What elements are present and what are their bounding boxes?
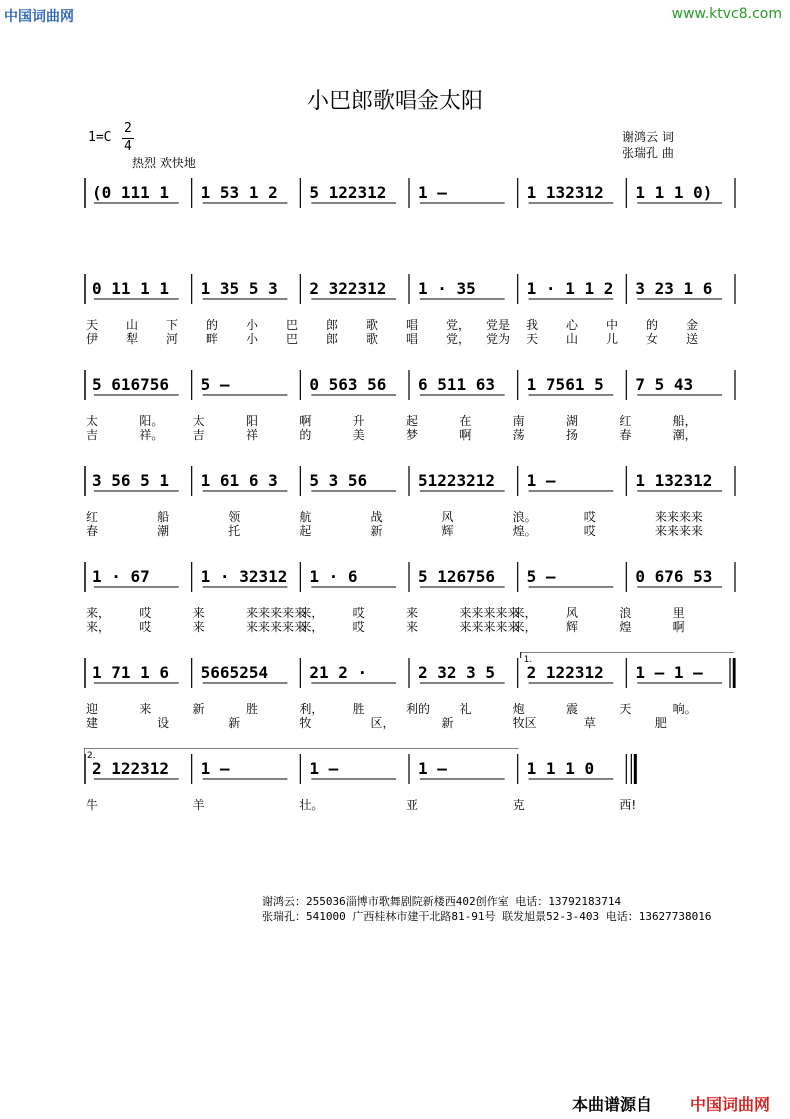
lyric-syllable: 航 (299, 510, 312, 524)
lyric-syllable: 来， (299, 606, 324, 620)
measure-notes: 0 563 56 (309, 375, 387, 394)
lyric-syllable: 响。 (672, 702, 697, 716)
lyric-syllable: 阳 (246, 414, 259, 428)
measure-notes: 1 61 6 3 (200, 471, 278, 490)
notation-svg (84, 172, 736, 212)
lyric-syllable: 新 (370, 524, 383, 538)
lyric-syllable: 中 (606, 318, 619, 332)
source-site: 中国词曲网 (690, 1095, 771, 1114)
measure-notes: 7 5 43 (635, 375, 694, 394)
score-row-5 (84, 556, 736, 596)
measure-notes: 1 – (526, 471, 556, 490)
measure-notes: 0 11 1 1 (92, 279, 170, 298)
measure-notes: 3 23 1 6 (635, 279, 713, 298)
lyric-syllable: 设 (157, 716, 170, 730)
watermark-site-name: 中国词曲网 (4, 9, 74, 25)
measure-notes: 0 676 53 (635, 567, 713, 586)
lyric-syllable: 党， (446, 318, 471, 332)
lyric-syllable: 哎 (139, 620, 152, 634)
measure-notes: 2 322312 (309, 279, 387, 298)
lyric-syllable: 区， (370, 716, 395, 730)
measure-notes: 1 · 1 1 2 (526, 279, 614, 298)
lyrics-row-7-verse-1 (84, 796, 736, 812)
lyric-syllable: 心 (566, 318, 579, 332)
notation-svg (84, 460, 736, 500)
lyrics-row-5-verse-2 (84, 618, 736, 634)
lyric-syllable: 南 (512, 414, 525, 428)
lyric-syllable: 巴 (286, 318, 299, 332)
lyric-syllable: 来， (86, 620, 111, 634)
lyric-syllable: 船， (672, 414, 697, 428)
lyric-syllable: 辉 (566, 620, 579, 634)
volta-number: 2. (87, 751, 96, 761)
lyric-syllable: 祥 (246, 428, 259, 442)
lyric-syllable: 来， (512, 620, 537, 634)
measure-notes: 21 2 · (309, 663, 368, 682)
lyric-syllable: 克 (512, 798, 525, 812)
lyric-syllable: 来， (299, 620, 324, 634)
measure-notes: 1 – 1 – (635, 663, 703, 682)
measure-notes: 1 71 1 6 (92, 663, 170, 682)
measure-notes: 1 53 1 2 (200, 183, 278, 202)
lyric-syllable: 来， (512, 606, 537, 620)
lyric-syllable: 船 (157, 510, 170, 524)
notation-svg (84, 556, 736, 596)
lyric-syllable: 浪 (619, 606, 632, 620)
source-label: 本曲谱源自 (572, 1095, 653, 1114)
lyric-syllable: 歌 (366, 332, 379, 346)
lyric-syllable: 送 (686, 332, 699, 346)
lyric-syllable: 风 (441, 510, 454, 524)
lyric-syllable: 来 (139, 702, 152, 716)
lyric-syllable: 潮 (157, 524, 170, 538)
measure-notes: 5 – (526, 567, 556, 586)
lyric-syllable: 巴 (286, 332, 299, 346)
lyric-syllable: 天 (86, 318, 99, 332)
lyric-syllable: 太 (192, 414, 205, 428)
measure-notes: 1 – (418, 759, 447, 778)
lyric-syllable: 壮。 (299, 798, 324, 812)
lyric-syllable: 小 (246, 318, 259, 332)
lyric-syllable: 新 (441, 716, 454, 730)
lyric-syllable: 山 (566, 332, 579, 346)
lyrics-row-4-verse-2 (84, 522, 736, 538)
watermark-url: www.ktvc8.com (671, 6, 782, 22)
notation-svg (84, 268, 736, 308)
lyric-syllable: 来来来来 (654, 524, 703, 538)
lyric-syllable: 郎 (326, 318, 339, 332)
notation-svg (84, 748, 736, 788)
lyric-syllable: 吉 (86, 428, 99, 442)
lyric-syllable: 肥 (654, 716, 667, 730)
lyric-syllable: 煌 (619, 620, 632, 634)
lyric-syllable: 胜 (246, 702, 259, 716)
lyric-syllable: 祥。 (139, 428, 164, 442)
lyric-syllable: 升 (352, 414, 365, 428)
lyric-syllable: 小 (246, 332, 259, 346)
lyric-syllable: 荡 (512, 428, 525, 442)
lyric-syllable: 我 (526, 318, 539, 332)
lyrics-row-6-verse-2 (84, 714, 736, 730)
lyric-syllable: 来， (86, 606, 111, 620)
volta-bracket (521, 652, 734, 658)
lyric-syllable: 哎 (139, 606, 152, 620)
volta-number: 1. (523, 655, 533, 665)
score-row-2 (84, 268, 736, 308)
lyric-syllable: 唱 (406, 318, 419, 332)
lyric-syllable: 金 (686, 318, 699, 332)
measure-notes: 2 32 3 5 (418, 663, 496, 682)
lyric-syllable: 唱 (406, 332, 419, 346)
lyric-syllable: 党为 (486, 332, 511, 346)
lyric-syllable: 伊 (86, 332, 99, 346)
lyric-syllable: 的 (206, 318, 219, 332)
measure-notes: 1 1 1 0 (526, 759, 595, 778)
lyric-syllable: 党是 (486, 318, 511, 332)
lyric-syllable: 吉 (192, 428, 205, 442)
lyric-syllable: 的 (299, 428, 312, 442)
lyric-syllable: 啊 (299, 414, 312, 428)
lyric-syllable: 里 (672, 606, 685, 620)
volta-bracket (84, 748, 519, 754)
lyric-syllable: 哎 (583, 524, 596, 538)
measure-notes: 1 35 5 3 (200, 279, 278, 298)
lyrics-row-2-verse-2 (84, 330, 736, 346)
lyric-syllable: 犁 (126, 332, 139, 346)
lyric-syllable: 起 (406, 414, 419, 428)
measure-notes: 2 122312 (92, 759, 170, 778)
lyric-syllable: 畔 (206, 332, 219, 346)
lyric-syllable: 哎 (352, 620, 365, 634)
lyric-syllable: 春 (619, 428, 632, 442)
measure-notes: 1 · 6 (309, 567, 358, 586)
lyric-syllable: 太 (86, 414, 99, 428)
lyric-syllable: 哎 (352, 606, 365, 620)
lyric-syllable: 在 (459, 414, 472, 428)
measure-notes: 1 132312 (635, 471, 713, 490)
score-row-6 (84, 652, 736, 692)
lyric-syllable: 湖 (566, 414, 579, 428)
time-signature-bottom: 4 (124, 139, 132, 154)
lyric-syllable: 哎 (583, 510, 596, 524)
lyric-syllable: 红 (86, 510, 99, 524)
lyric-syllable: 郎 (326, 332, 339, 346)
lyric-syllable: 来 (406, 606, 419, 620)
lyric-syllable: 女 (646, 332, 659, 346)
lyric-syllable: 梦 (406, 428, 419, 442)
measure-notes: 1 – (309, 759, 339, 778)
lyric-syllable: 托 (228, 524, 241, 538)
measure-notes: 1 – (200, 759, 230, 778)
lyrics-row-3-verse-2 (84, 426, 736, 442)
lyric-syllable: 春 (86, 524, 99, 538)
composer-credit: 张瑞孔 曲 (622, 146, 674, 160)
lyric-syllable: 扬 (566, 428, 579, 442)
tempo-marking: 热烈 欢快地 (132, 156, 196, 170)
lyric-syllable: 河 (166, 332, 179, 346)
lyric-syllable: 党， (446, 332, 471, 346)
measure-notes: 1 · 67 (92, 567, 150, 586)
measure-notes: 5 126756 (418, 567, 496, 586)
notation-svg (84, 652, 736, 692)
measure-notes: 5 – (200, 375, 230, 394)
lyric-syllable: 山 (126, 318, 139, 332)
lyric-syllable: 胜 (352, 702, 365, 716)
measure-notes: 5 122312 (309, 183, 387, 202)
measure-notes: (0 111 1 (92, 183, 170, 202)
lyric-syllable: 西! (619, 798, 637, 812)
footer-contact-composer: 张瑞孔：541000 广西桂林市建干北路81-91号 联发旭景52-3-403 电话：13627738016 (262, 910, 712, 923)
lyric-syllable: 的 (646, 318, 659, 332)
lyric-syllable: 起 (299, 524, 312, 538)
lyric-syllable: 风 (566, 606, 579, 620)
lyric-syllable: 牧区 (512, 716, 537, 730)
measure-notes: 5 616756 (92, 375, 170, 394)
lyric-syllable: 潮， (672, 428, 697, 442)
lyric-syllable: 浪。 (512, 510, 537, 524)
key-signature: 1=C (88, 130, 112, 145)
lyric-syllable: 儿 (606, 332, 619, 346)
footer-contact-lyricist: 谢鸿云：255036淄博市歌舞剧院新楼西402创作室 电话：13792183714 (262, 895, 622, 908)
measure-notes: 1 · 32312 (200, 567, 288, 586)
score-row-3 (84, 364, 736, 404)
lyric-syllable: 来来来来来 (246, 606, 307, 620)
measure-notes: 3 56 5 1 (92, 471, 170, 490)
lyric-syllable: 啊 (459, 428, 472, 442)
lyric-syllable: 新 (228, 716, 241, 730)
lyric-syllable: 炮 (512, 702, 525, 716)
measure-notes: 6 511 63 (418, 375, 496, 394)
lyric-syllable: 来 (406, 620, 419, 634)
lyric-syllable: 天 (619, 702, 632, 716)
lyric-syllable: 美 (352, 428, 365, 442)
score-row-7 (84, 748, 736, 788)
lyric-syllable: 牧 (299, 716, 312, 730)
lyric-syllable: 牛 (86, 798, 99, 812)
lyric-syllable: 啊 (672, 620, 685, 634)
lyric-syllable: 迎 (86, 702, 99, 716)
lyric-syllable: 阳。 (139, 414, 164, 428)
measure-notes: 1 – (418, 183, 447, 202)
lyric-syllable: 新 (192, 702, 205, 716)
lyric-syllable: 利， (299, 702, 324, 716)
lyric-syllable: 来来来来来 (459, 606, 520, 620)
lyric-syllable: 煌。 (512, 524, 537, 538)
lyricist-credit: 谢鸿云 词 (622, 130, 674, 144)
lyric-syllable: 红 (619, 414, 632, 428)
lyric-syllable: 草 (583, 716, 596, 730)
lyric-syllable: 来 (192, 620, 205, 634)
lyric-syllable: 利的 (406, 702, 431, 716)
lyric-syllable: 来来来来 (654, 510, 703, 524)
lyric-syllable: 震 (566, 702, 579, 716)
notation-svg (84, 364, 736, 404)
measure-notes: 1 · 35 (418, 279, 476, 298)
lyric-syllable: 领 (228, 510, 241, 524)
lyric-syllable: 来来来来来 (459, 620, 520, 634)
lyric-syllable: 天 (526, 332, 539, 346)
lyric-syllable: 亚 (406, 798, 419, 812)
lyric-syllable: 羊 (192, 798, 205, 812)
lyric-syllable: 来 (192, 606, 205, 620)
score-row-4 (84, 460, 736, 500)
lyric-syllable: 下 (166, 318, 179, 332)
measure-notes: 2 122312 (526, 663, 604, 682)
measure-notes: 1 7561 5 (526, 375, 604, 394)
lyric-syllable: 辉 (441, 524, 454, 538)
measure-notes: 51223212 (418, 471, 496, 490)
measure-notes: 5 3 56 (309, 471, 368, 490)
measure-notes: 5665254 (200, 663, 269, 682)
lyric-syllable: 战 (370, 510, 383, 524)
lyric-syllable: 建 (86, 716, 99, 730)
time-signature-top: 2 (124, 121, 132, 136)
score-row-1 (84, 172, 736, 212)
lyric-syllable: 来来来来来 (246, 620, 307, 634)
measure-notes: 1 132312 (526, 183, 604, 202)
lyric-syllable: 歌 (366, 318, 379, 332)
lyric-syllable: 礼 (459, 702, 472, 716)
measure-notes: 1 1 1 0) (635, 183, 713, 202)
song-title: 小巴郎歌唱金太阳 (306, 89, 483, 114)
